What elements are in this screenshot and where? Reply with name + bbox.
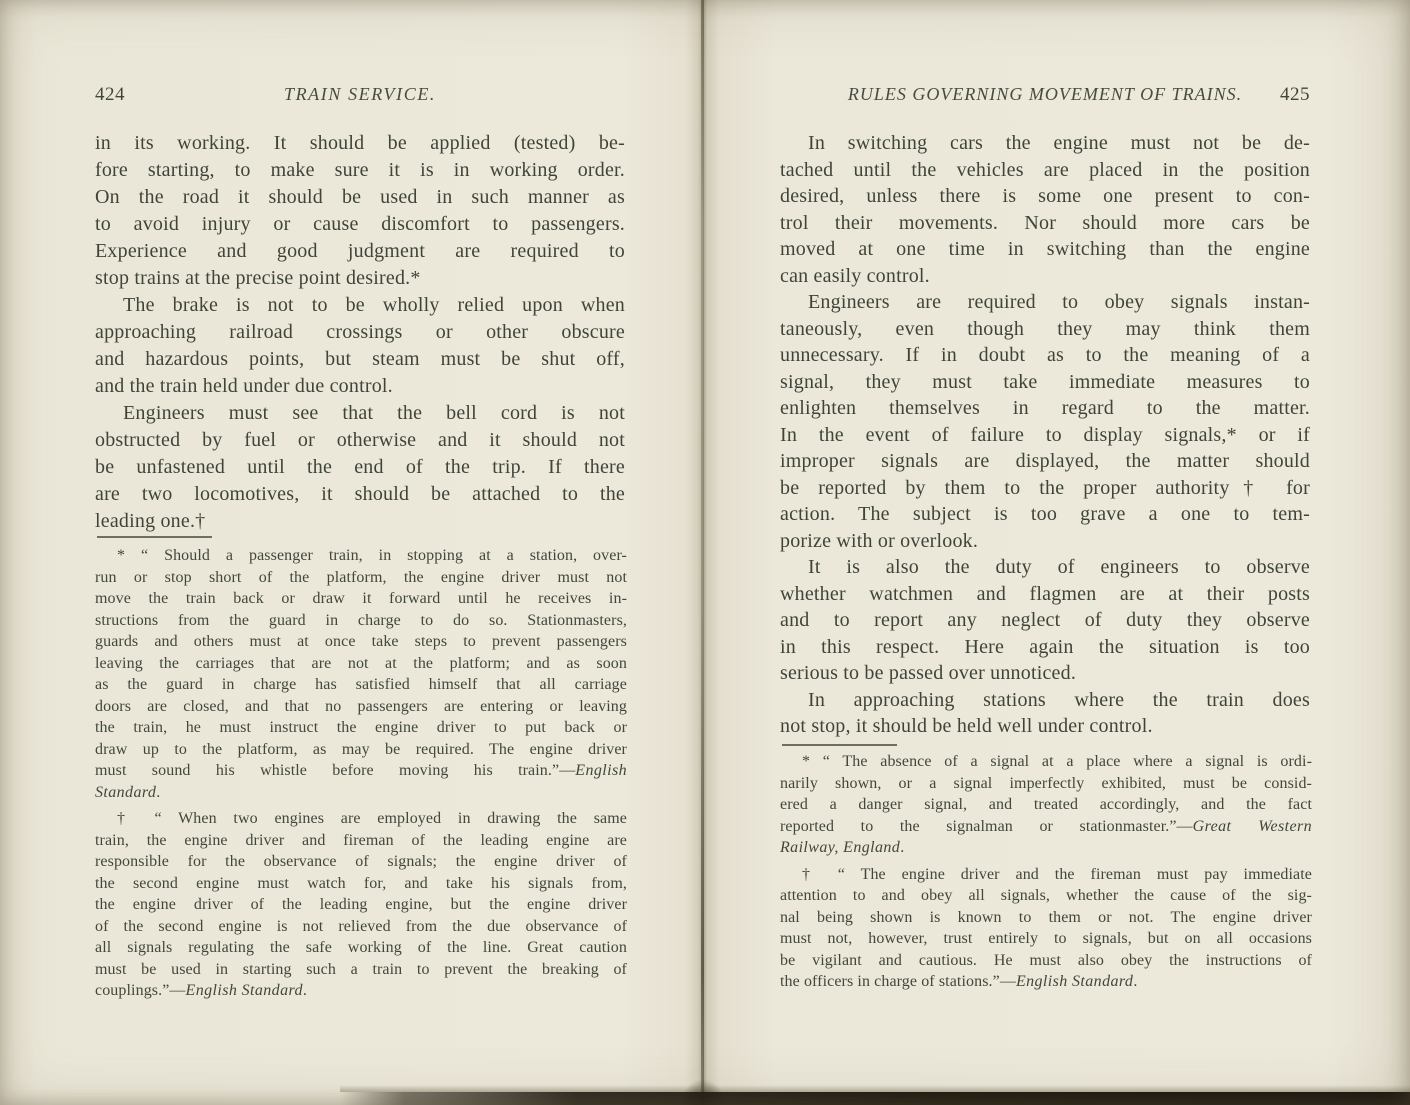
text-line: obstructed by fuel or otherwise and it should not	[95, 429, 625, 451]
text-line: in its working. It should be applied (tested) be-	[95, 132, 625, 154]
text-line: the engine driver of the leading engine, but the engine driver	[95, 896, 627, 913]
text-line: and the train held under due control.	[95, 375, 393, 397]
text-line: doors are closed, and that no passengers are entering or leaving	[95, 697, 627, 715]
text-line: all signals regulating the safe working of the line. Great caution	[95, 939, 627, 956]
text-line: the officers in charge of stations.”—English Standard.	[780, 973, 1138, 990]
text-line: narily shown, or a signal imperfectly exhibited, must be consid-	[780, 774, 1312, 792]
text-line: porize with or overlook.	[780, 529, 979, 552]
text-line: In approaching stations where the train does	[808, 688, 1310, 711]
text-line: Engineers are required to obey signals instan-	[808, 291, 1310, 313]
text-line: and hazardous points, but steam must be shut off,	[95, 348, 625, 370]
text-line: Railway, England.	[780, 839, 905, 856]
text-line: guards and others must at once take steps to prevent passengers	[95, 633, 627, 650]
text-line: run or stop short of the platform, the engine driver must not	[95, 568, 627, 586]
paragraph	[780, 130, 1310, 289]
text-line: moved at one time in switching than the engine	[780, 238, 1310, 260]
text-line: * “ The absence of a signal at a place where a signal is ordi-	[802, 753, 1312, 770]
text-line: train, the engine driver and fireman of the leading engine are	[95, 831, 627, 849]
text-line: desired, unless there is some one present to con-	[780, 185, 1310, 207]
text-line: signal, they must take immediate measures to	[780, 370, 1310, 393]
text-line: improper signals are displayed, the matter should	[780, 450, 1310, 472]
text-line: and to report any neglect of duty they observe	[780, 609, 1310, 631]
paragraph	[95, 130, 625, 292]
running-head-title-right: RULES GOVERNING MOVEMENT OF TRAINS.	[847, 84, 1243, 104]
text-line: leaving the carriages that are not at the platform; and as soon	[95, 654, 627, 672]
text-line: ered a danger signal, and treated accordingly, and the fact	[780, 796, 1312, 813]
body-text-right	[780, 130, 1310, 740]
text-line: stop trains at the precise point desired.*	[95, 267, 421, 289]
text-line: draw up to the platform, as may be required. The engine driver	[95, 740, 627, 758]
text-line: fore starting, to make sure it is in working order.	[95, 159, 625, 181]
running-head-right	[780, 84, 1310, 110]
text-line: be reported by them to the proper authority† for	[780, 476, 1310, 499]
body-text-left	[95, 130, 625, 535]
text-line: leading one.†	[95, 510, 206, 532]
text-line: action. The subject is too grave a one to tem-	[780, 503, 1310, 525]
text-line: not stop, it should be held well under control.	[780, 715, 1153, 737]
footnote-rule-left	[97, 536, 212, 538]
text-line: must not, however, trust entirely to signals, but on all occasions	[780, 930, 1312, 947]
page-number-left: 424	[95, 84, 125, 105]
page-number-right: 425	[1280, 84, 1310, 105]
scan-bottom-edge	[340, 1092, 1410, 1105]
text-line: serious to be passed over unnoticed.	[780, 662, 1077, 684]
text-line: Engineers must see that the bell cord is not	[123, 402, 625, 424]
text-line: the second engine must watch for, and take his signals from,	[95, 874, 627, 892]
text-line: couplings.”—English Standard.	[95, 982, 308, 999]
footnote	[780, 751, 1312, 859]
text-line: Standard.	[95, 783, 161, 801]
text-line: structions from the guard in charge to do so. Stationmasters,	[95, 611, 627, 629]
text-line: † “ When two engines are employed in drawing the same	[117, 810, 627, 827]
text-line: can easily control.	[780, 264, 930, 287]
text-line: in this respect. Here again the situation is too	[780, 635, 1310, 658]
text-line: taneously, even though they may think them	[780, 317, 1310, 340]
text-line: to avoid injury or cause discomfort to passengers.	[95, 213, 625, 235]
text-line: * “ Should a passenger train, in stopping at a station, over-	[117, 547, 627, 564]
text-line: as the guard in charge has satisfied himself that all carriage	[95, 676, 627, 693]
footnote-rule-right	[782, 744, 897, 746]
page-right	[705, 0, 1410, 1105]
text-line: In switching cars the engine must not be de-	[808, 132, 1310, 154]
text-line: reported to the signalman or stationmaster.”—Great Western	[780, 817, 1312, 835]
text-line: the train, he must instruct the engine driver to put back or	[95, 719, 627, 736]
paragraph	[95, 292, 625, 400]
footnote	[95, 545, 627, 803]
text-line: responsible for the observance of signals; the engine driver of	[95, 853, 627, 870]
footnote	[780, 864, 1312, 993]
text-line: approaching railroad crossings or other obscure	[95, 321, 625, 343]
text-line: attention to and obey all signals, whether the cause of the sig-	[780, 887, 1312, 904]
text-line: In the event of failure to display signals,* or if	[780, 423, 1310, 446]
text-line: trol their movements. Nor should more cars be	[780, 211, 1310, 234]
text-line: be unfastened until the end of the trip. If there	[95, 456, 625, 478]
running-head-left	[95, 84, 625, 110]
text-line: nal being shown is known to them or not. The engine driver	[780, 908, 1312, 926]
text-line: unnecessary. If in doubt as to the meaning of a	[780, 344, 1310, 366]
paragraph	[780, 289, 1310, 554]
text-line: must be used in starting such a train to prevent the breaking of	[95, 960, 627, 978]
paragraph	[780, 687, 1310, 740]
text-line: † “ The engine driver and the fireman must pay immediate	[802, 865, 1312, 883]
text-line: On the road it should be used in such manner as	[95, 186, 625, 208]
text-line: Experience and good judgment are required to	[95, 240, 625, 262]
text-line: tached until the vehicles are placed in the position	[780, 158, 1310, 181]
text-line: of the second engine is not relieved from the due observance of	[95, 917, 627, 935]
text-line: move the train back or draw it forward until he receives in-	[95, 590, 627, 607]
text-line: are two locomotives, it should be attached to the	[95, 483, 625, 505]
running-head-title-left: TRAIN SERVICE.	[283, 84, 437, 104]
text-line: whether watchmen and flagmen are at their posts	[780, 582, 1310, 605]
text-line: enlighten themselves in regard to the matter.	[780, 397, 1310, 419]
text-line: must sound his whistle before moving his train.”—English	[95, 762, 627, 779]
text-line: It is also the duty of engineers to observe	[808, 556, 1310, 578]
footnote	[95, 808, 627, 1002]
paragraph	[780, 554, 1310, 687]
paragraph	[95, 400, 625, 535]
text-line: be vigilant and cautious. He must also obey the instructions of	[780, 951, 1312, 969]
text-line: The brake is not to be wholly relied upon when	[123, 294, 625, 316]
footnotes-right	[780, 751, 1312, 993]
footnotes-left	[95, 545, 627, 1002]
